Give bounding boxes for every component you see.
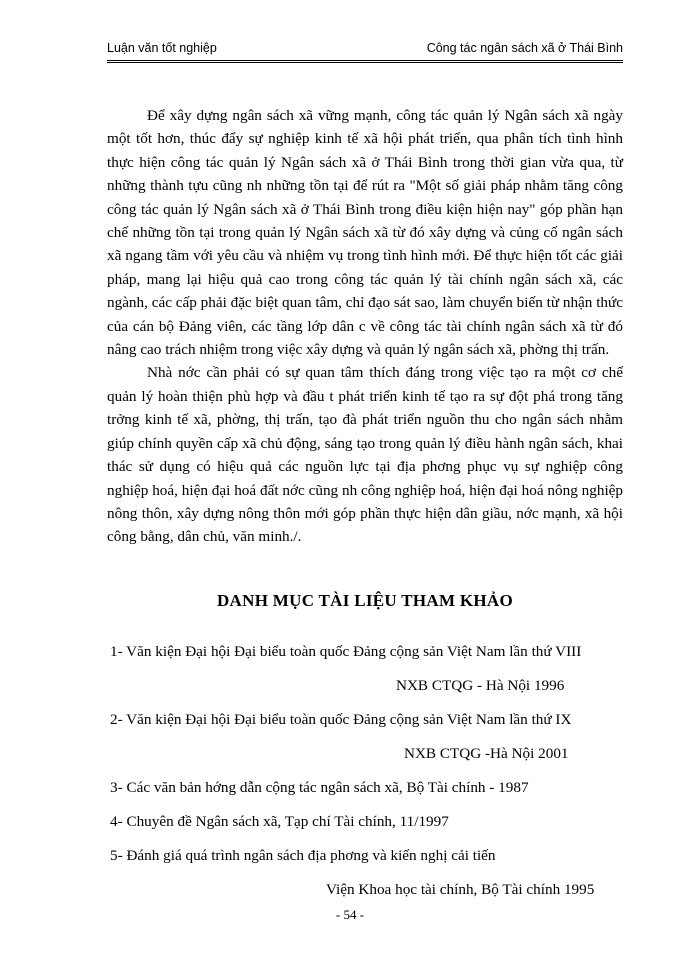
header-thesis-label: Luận văn tốt nghiệp (107, 41, 217, 55)
running-header (107, 38, 623, 63)
paragraph-2: Nhà nớc cần phải có sự quan tâm thích đáng trong việc tạo ra một cơ chế quản lý hoàn thiện phù hợp và đầu t phát triển kinh tế tạo ra sự đột phá trong tăng trởng kinh tế xã, phờng, thị trấn, tạo đà phát triển nguồn thu cho ngân sách nhằm giúp chính quyền cấp xã chủ động, sáng tạo trong quản lý điều hành ngân sách, khai thác sử dụng có hiệu quả các nguồn lực tại địa phơng phục vụ sự nghiệp công nghiệp hoá, hiện đại hoá đất nớc cũng nh công nghiệp hoá, hiện đại hoá nông nghiệp nông thôn, xây dựng nông thôn mới góp phần thực hiện dân giầu, nớc mạnh, xã hội công bằng, dân chủ, văn minh./. (107, 364, 623, 546)
reference-2-title: 2- Văn kiện Đại hội Đại biểu toàn quốc Đảng cộng sản Việt Nam lần thứ IX (110, 711, 572, 728)
reference-5-title: 5- Đánh giá quá trình ngân sách địa phơng và kiến nghị cải tiến (110, 847, 496, 864)
reference-list (110, 641, 626, 900)
reference-1-title: 1- Văn kiện Đại hội Đại biểu toàn quốc Đảng cộng sản Việt Nam lần thứ VIII (110, 643, 582, 660)
reference-2-source: NXB CTQG -Hà Nội 2001 (404, 745, 569, 762)
conclusion-text (107, 104, 623, 549)
reference-4-title: 4- Chuyên đề Ngân sách xã, Tạp chí Tài chính, 11/1997 (110, 813, 449, 830)
reference-1-source: NXB CTQG - Hà Nội 1996 (396, 677, 565, 694)
page-number: - 54 - (335, 907, 365, 922)
references-heading: DANH MỤC TÀI LIỆU THAM KHẢO (216, 591, 514, 610)
header-topic-label: Công tác ngân sách xã ở Thái Bình (426, 41, 623, 55)
paragraph-1: Để xây dựng ngân sách xã vững mạnh, công tác quản lý Ngân sách xã ngày một tốt hơn, thúc đẩy sự nghiệp kinh tế xã hội phát triển, qua phân tích tình hình thực hiện công tác quản lý Ngân sách xã ở Thái Bình trong thời gian vừa qua, từ những thành tựu cũng nh những tồn tại để rút ra "Một số giải pháp nhằm tăng công công tác quản lý Ngân sách xã ở Thái Bình trong điều kiện hiện nay" góp phần hạn chế những tồn tại trong quản lý Ngân sách xã từ đó xây dựng và củng cố ngân sách xã ngang tầm với yêu cầu và nhiệm vụ trong tình hình mới. Để thực hiện tốt các giải pháp, mang lại hiệu quả cao trong công tác quản lý tài chính ngân sách xã, các ngành, các cấp phải đặc biệt quan tâm, chỉ đạo sát sao, làm chuyển biến từ nhận thức của cán bộ Đảng viên, các tầng lớp dân c về công tác tài chính ngân sách xã từ đó nâng cao trách nhiệm trong việc xây dựng và quản lý ngân sách xã, phờng thị trấn. (107, 107, 623, 359)
reference-5-source: Viện Khoa học tài chính, Bộ Tài chính 1995 (326, 881, 595, 898)
reference-3-title: 3- Các văn bản hớng dẫn cộng tác ngân sách xã, Bộ Tài chính - 1987 (110, 779, 529, 796)
